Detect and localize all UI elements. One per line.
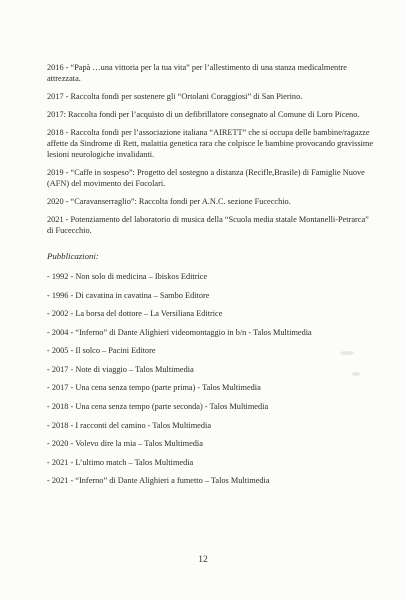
publication-item: - 2017 - Una cena senza tempo (parte prima) - Talos Multimedia: [47, 383, 261, 393]
scan-smudge: [352, 372, 360, 376]
entry-2016: 2016 - “Papà …una vittoria per la tua vita” per l’allestimento di una stanza medicalmentre attrezzata.: [47, 63, 347, 84]
publication-item: - 2005 - Il solco – Pacini Editore: [47, 346, 156, 356]
publication-item: - 2004 - “Inferno” di Dante Alighieri videomontaggio in b/n - Talos Multimedia: [47, 327, 312, 337]
publication-item: - 1992 - Non solo di medicina – Ibiskos Editrice: [47, 272, 208, 282]
publication-item: - 2021 - “Inferno” di Dante Alighieri a fumetto – Talos Multimedia: [47, 476, 270, 486]
publication-item: - 2020 - Volevo dire la mia – Talos Multimedia: [47, 439, 203, 449]
publication-item: - 2021 - L’ultimo match – Talos Multimedia: [47, 457, 194, 467]
entry-2017-defibrillatore: 2017: Raccolta fondi per l’acquisto di un defibrillatore consegnato al Comune di Loro Piceno.: [47, 109, 360, 119]
publication-item: - 2018 - I racconti del camino - Talos Multimedia: [47, 420, 212, 430]
publication-item: - 2017 - Note di viaggio – Talos Multimedia: [47, 364, 194, 374]
page-number: 12: [198, 555, 208, 565]
entry-2021-laboratorio: 2021 - Potenziamento del laboratorio di musica della “Scuola media statale Montanelli-Petrarca” di Fucecchio.: [47, 214, 369, 235]
publication-item: - 2018 - Una cena senza tempo (parte seconda) - Talos Multimedia: [47, 402, 269, 412]
entry-2019-caffe: 2019 - “Caffe in sospeso”: Progetto del sostegno a distanza (Recifle,Brasile) di Famiglie Nuove (AFN) del movimento dei Focolari.: [47, 167, 365, 188]
scan-smudge: [340, 351, 354, 355]
publication-item: - 1996 - Di cavatina in cavatina – Sambo Editore: [47, 290, 210, 300]
page-content: [47, 62, 377, 494]
publications-heading: Pubblicazioni:: [47, 251, 99, 261]
entry-2020-caravanserraglio: 2020 - “Caravanserraglio”: Raccolta fondi per A.N.C. sezione Fucecchio.: [47, 196, 291, 206]
publication-item: - 2002 - La borsa del dottore – La Versiliana Editrice: [47, 309, 223, 319]
entry-2017-ortolani: 2017 - Raccolta fondi per sostenere gli “Ortolani Coraggiosi” di San Pierino.: [47, 92, 303, 101]
entry-2018-airett: 2018 - Raccolta fondi per l’associazione italiana “AIRETT” che si occupa delle bambine/ragazze affette da Sindrome di Rett, malattia genetica rara che colpisce le bambine provocando gravissime lesioni neurologiche invalidanti.: [47, 127, 374, 159]
